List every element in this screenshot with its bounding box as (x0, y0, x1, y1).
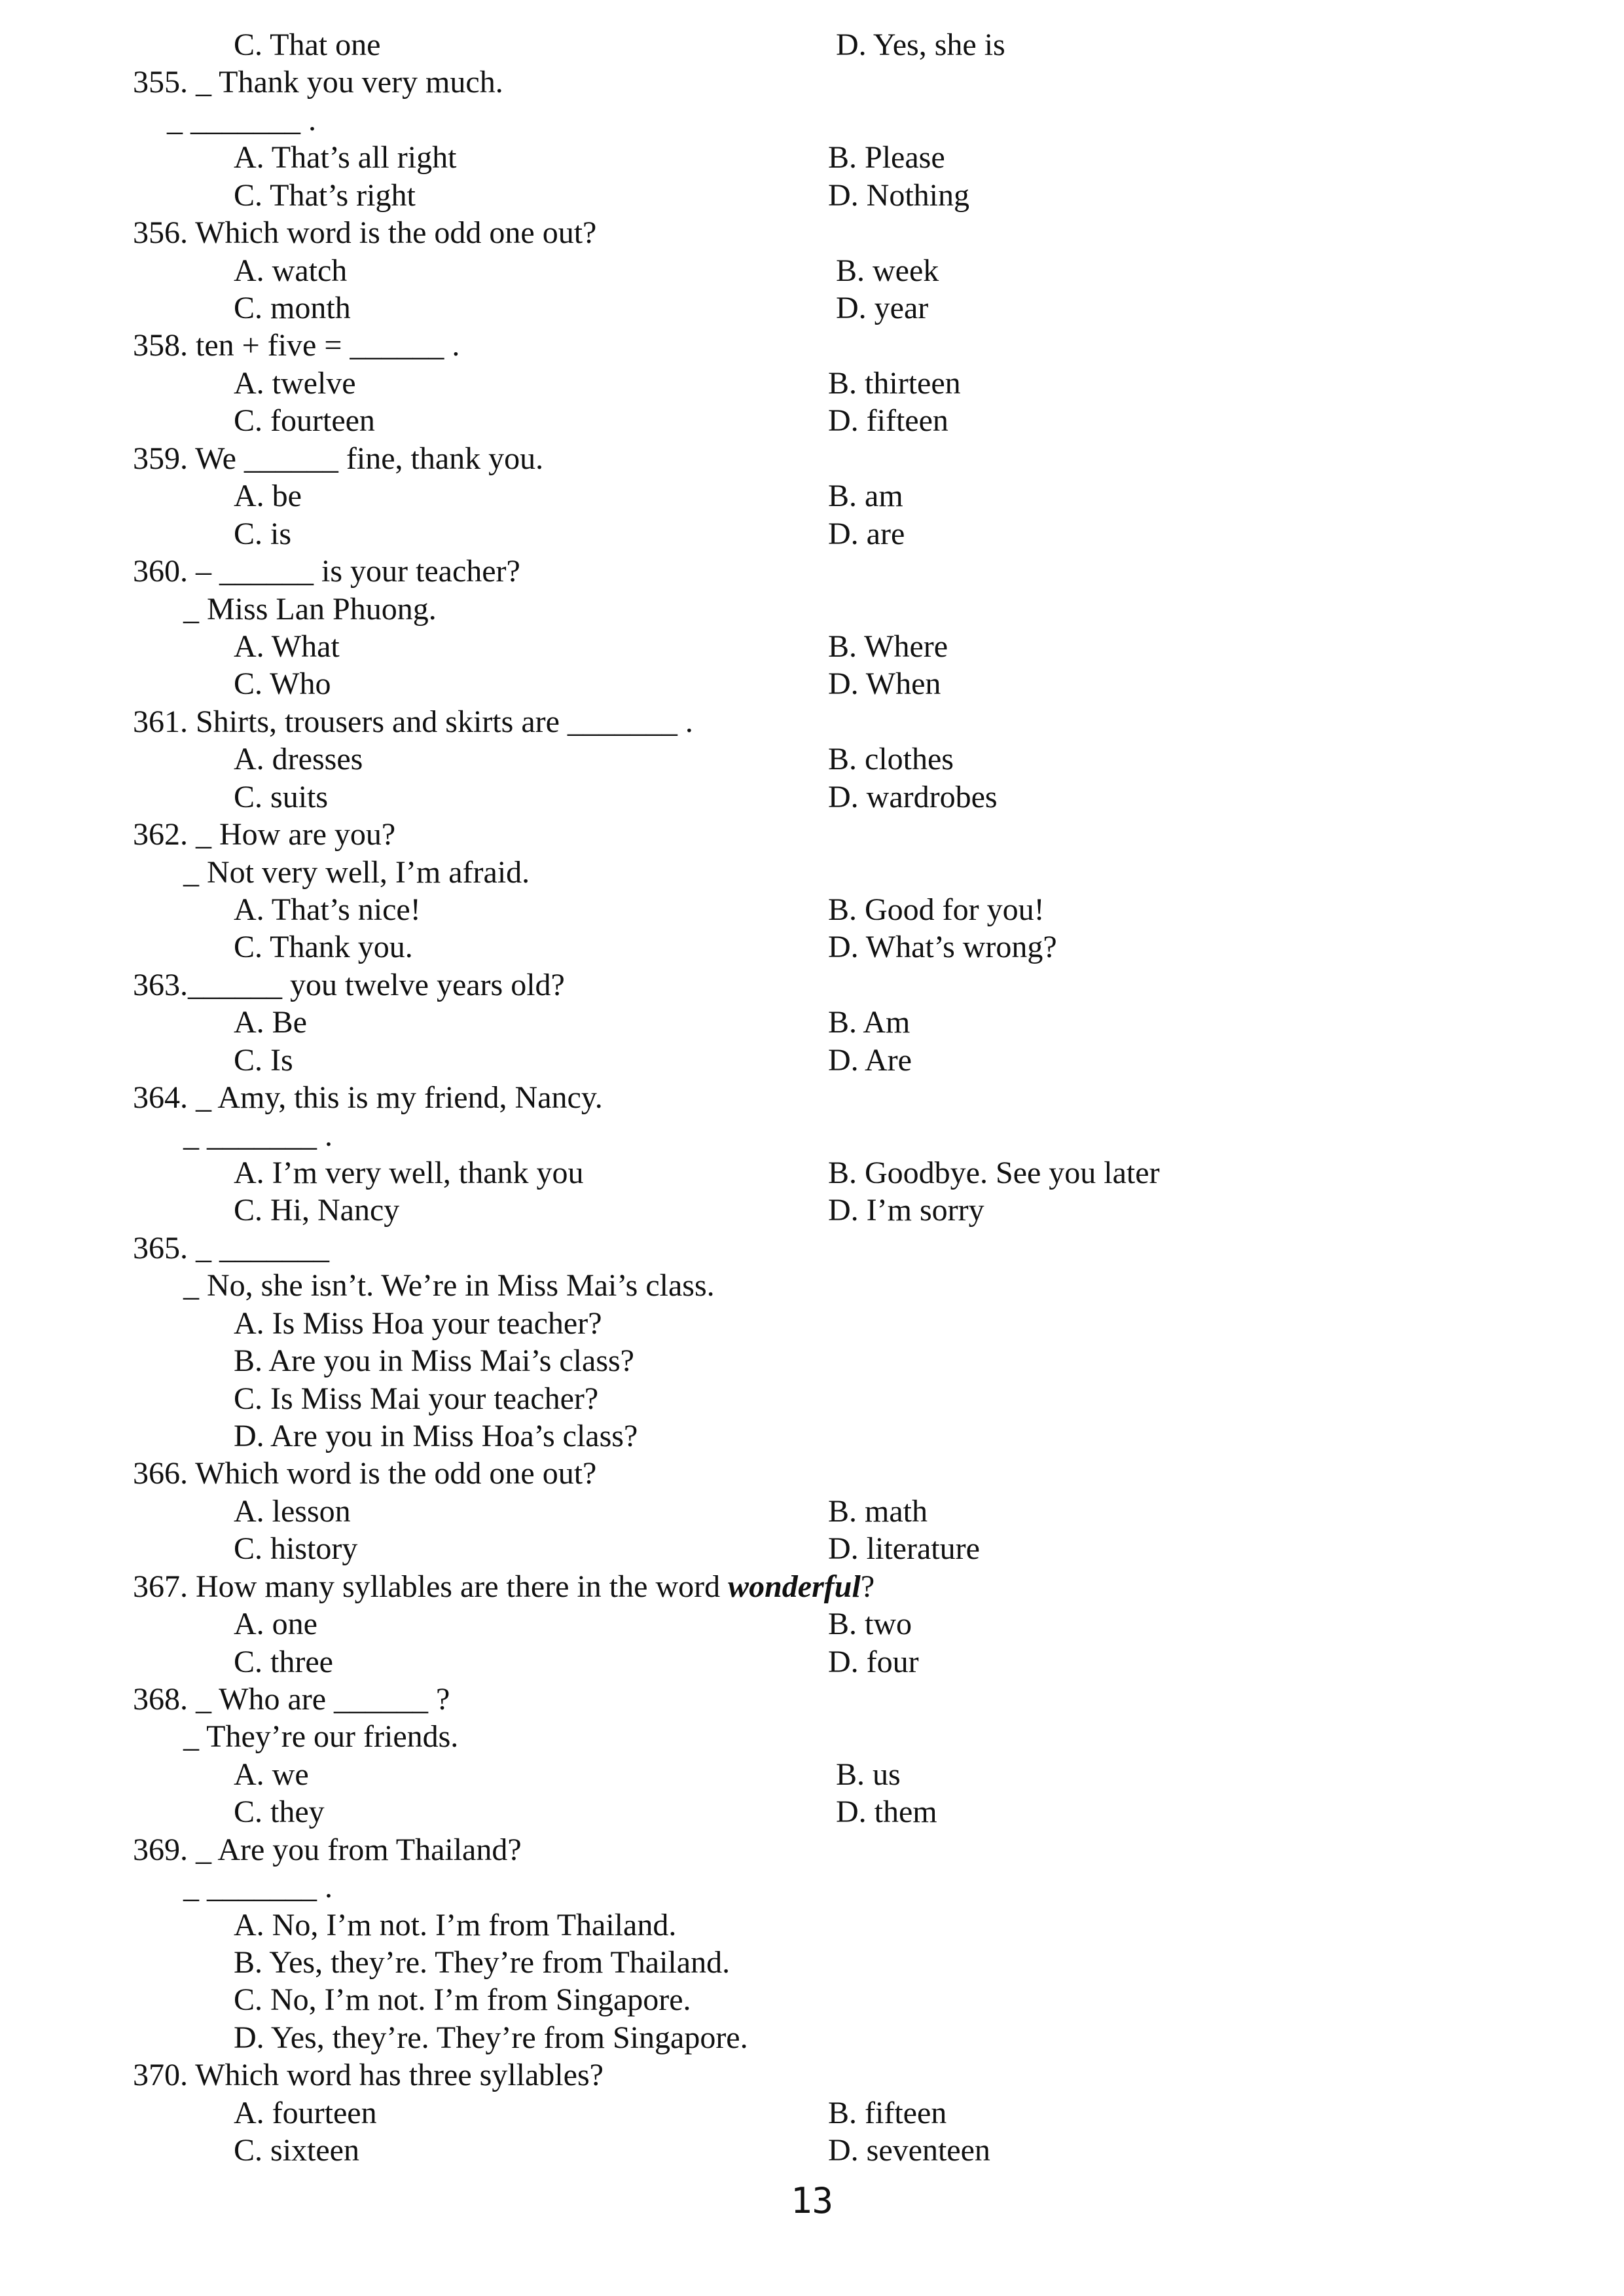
option-c: C. is (234, 517, 292, 551)
option-a: A. What (234, 629, 340, 664)
option-b: B. am (828, 479, 903, 513)
option-a: A. dresses (234, 742, 363, 776)
option-d: D. Are (828, 1043, 912, 1078)
option-c: C. Thank you. (234, 930, 413, 964)
option-a: A. lesson (234, 1494, 351, 1529)
option-a: A. Be (234, 1005, 307, 1040)
option-c: C. month (234, 291, 351, 325)
option-c: C. Is (234, 1043, 293, 1078)
option-d: D. them (836, 1795, 937, 1829)
option-d: D. seventeen (828, 2133, 990, 2168)
option-c: C. three (234, 1645, 333, 1679)
option-d: D. What’s wrong? (828, 930, 1057, 964)
option-d: D. Are you in Miss Hoa’s class? (234, 1419, 638, 1453)
option-d: D. four (828, 1645, 919, 1679)
option-a: A. be (234, 479, 302, 513)
option-c: C. No, I’m not. I’m from Singapore. (234, 1982, 691, 2017)
option-c: C. Is Miss Mai your teacher? (234, 1381, 599, 1416)
option-b: B. two (828, 1607, 912, 1641)
option-b: B. Where (828, 629, 948, 664)
option-a: A. we (234, 1757, 309, 1792)
option-a: A. fourteen (234, 2096, 377, 2130)
option-c: C. history (234, 1531, 358, 1566)
option-c: C. That one (234, 27, 381, 62)
option-b: B. Yes, they’re. They’re from Thailand. (234, 1945, 731, 1980)
option-c: C. That’s right (234, 178, 416, 213)
option-a: A. twelve (234, 366, 356, 401)
option-b: B. us (836, 1757, 901, 1792)
option-b: B. Are you in Miss Mai’s class? (234, 1343, 634, 1378)
option-d: D. Yes, they’re. They’re from Singapore. (234, 2020, 748, 2055)
option-c: C. fourteen (234, 403, 375, 438)
emphasized-word: wonderful (728, 1569, 861, 1604)
option-d: D. I’m sorry (828, 1193, 984, 1228)
option-b: B. week (836, 253, 939, 288)
option-d: D. are (828, 517, 905, 551)
option-d: D. When (828, 666, 941, 701)
page-number: 13 (790, 2180, 834, 2221)
option-a: A. That’s all right (234, 140, 457, 175)
option-a: A. watch (234, 253, 348, 288)
option-a: A. I’m very well, thank you (234, 1156, 584, 1190)
option-c: C. Hi, Nancy (234, 1193, 400, 1228)
option-d: D. wardrobes (828, 780, 998, 814)
worksheet-page: C. That one D. Yes, she is 355. _ Thank you very much. _ _______ . A. That’s all right B. Please C. That’s right D. Nothing 356. Which word is the odd one out? A. watch B. week C. month D. year 358. ten + five = ______ . A. twelve B. thirteen C. fourteen D. fifteen 359. We ______ fine, thank you. A. be B. am C. is D. are 360. – ______ is your teacher? _ Miss Lan Phuong. A. What B. Where C. Who D. When 361. Shirts, trousers and skirts are _______ . A. dresses B. clothes C. suits D. wardrobes 362. _ How are you? _ Not very well, I’m afraid. A. That’s nice! B. Good for you! C. Thank you. D. What’s wrong? 363.______ you twelve years old? A. Be B. Am C. Is D. Are 364. _ Amy, this is my friend, Nancy. _ _______ . A. I’m very well, thank you B. Goodbye. See you later C. Hi, Nancy D. I’m sorry 365. _ _______ _ No, she isn’t. We’re in Miss Mai’s class. A. Is Miss Hoa your teacher? B. Are you in Miss Mai’s class? C. Is Miss Mai your teacher? D. Are you in Miss Hoa’s class? 366. Which word is the odd one out? A. lesson B. math C. history D. literature 367. How many syllables are there in the word wonderful? A. one B. two C. three D. four 368. _ Who are ______ ? _ They’re our friends. A. we B. us C. they D. them 369. _ Are you from Thailand? _ _______ . A. No, I’m not. I’m from Thailand. B. Yes, they’re. They’re from Thailand. C. No, I’m not. I’m from Singapore. D. Yes, they’re. They’re from Singapore. 370. Which word has three syllables? A. fourteen B. fifteen C. sixteen D. seventeen 13 (0, 0, 1624, 2296)
option-b: B. Please (828, 140, 945, 175)
option-a: A. one (234, 1607, 317, 1641)
option-b: B. clothes (828, 742, 954, 776)
option-d: D. year (836, 291, 929, 325)
option-b: B. thirteen (828, 366, 961, 401)
option-a: A. That’s nice! (234, 892, 421, 927)
option-c: C. Who (234, 666, 331, 701)
option-b: B. math (828, 1494, 928, 1529)
option-d: D. literature (828, 1531, 980, 1566)
option-b: B. Am (828, 1005, 911, 1040)
option-b: B. Goodbye. See you later (828, 1156, 1160, 1190)
option-a: A. No, I’m not. I’m from Thailand. (234, 1908, 677, 1942)
option-a: A. Is Miss Hoa your teacher? (234, 1306, 602, 1341)
option-b: B. Good for you! (828, 892, 1045, 927)
option-b: B. fifteen (828, 2096, 947, 2130)
option-c: C. they (234, 1795, 325, 1829)
option-c: C. sixteen (234, 2133, 359, 2168)
option-c: C. suits (234, 780, 329, 814)
option-d: D. Yes, she is (836, 27, 1005, 62)
option-d: D. Nothing (828, 178, 969, 213)
option-d: D. fifteen (828, 403, 948, 438)
